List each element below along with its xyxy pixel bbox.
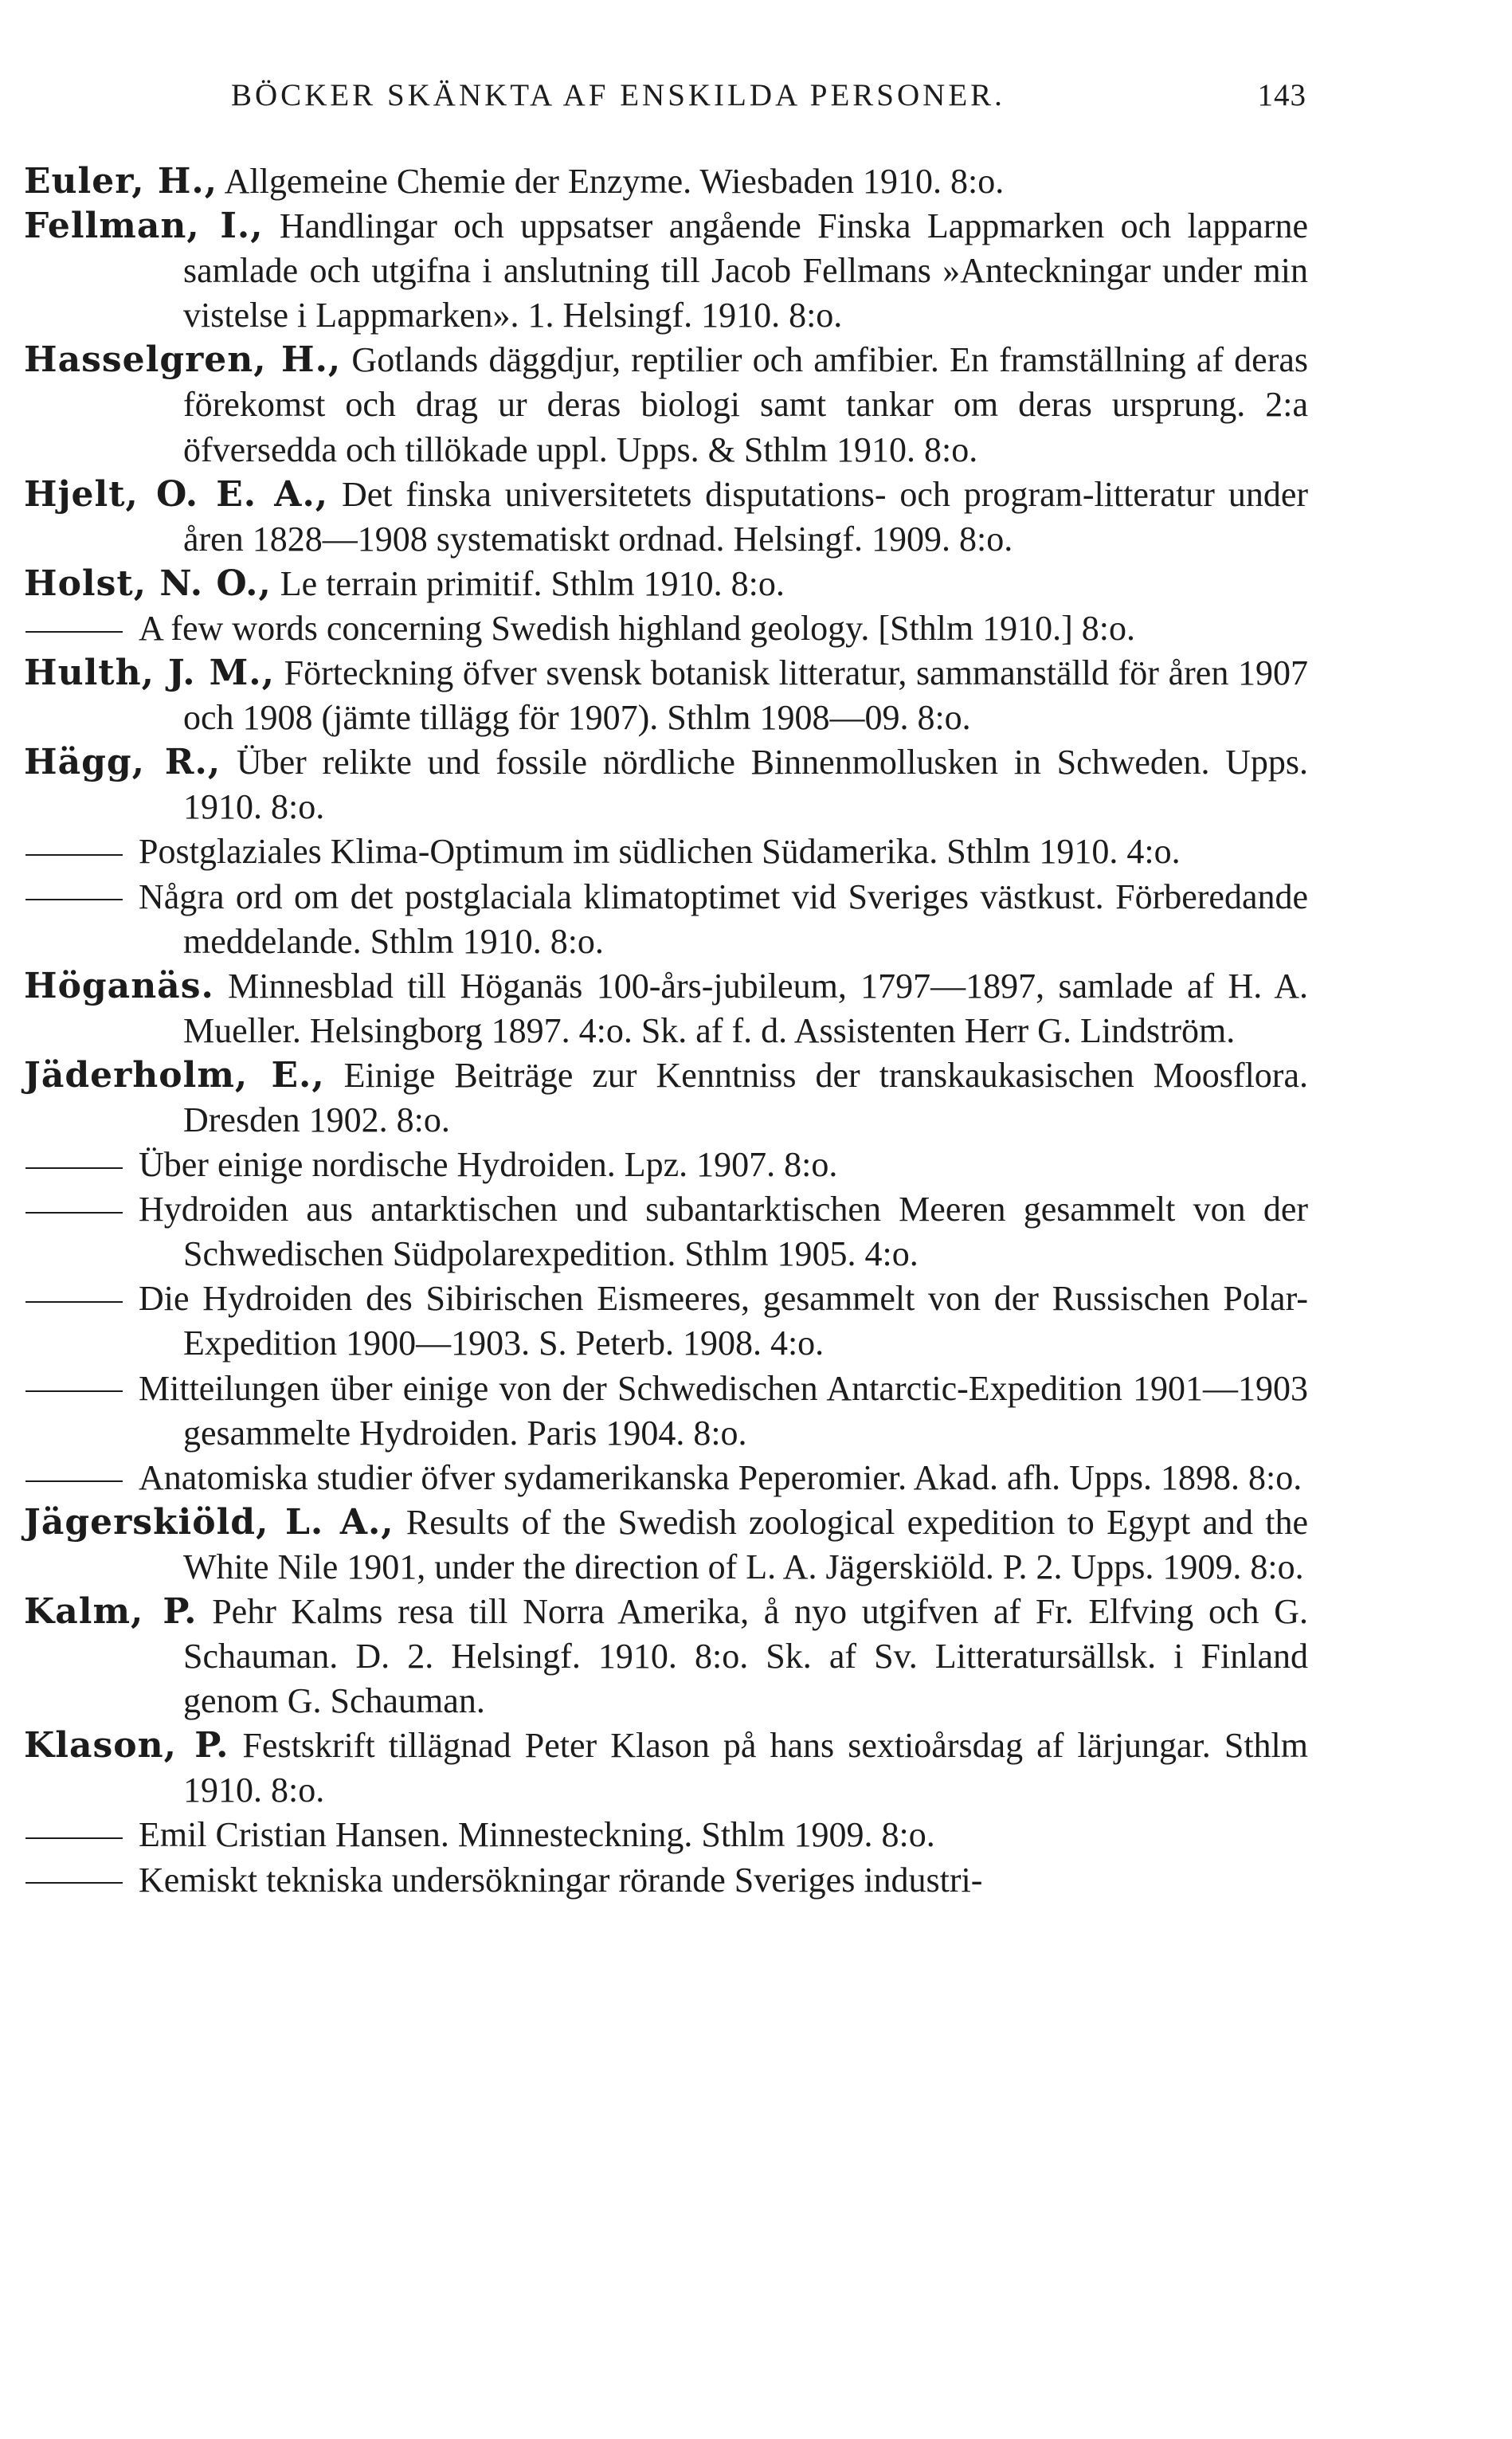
entry-author: Hulth, J. M., [24,653,275,694]
entry-text: A few words concerning Swedish highland geology. [Sthlm 1910.] 8:o. [139,608,1135,648]
ditto-dash [25,1212,123,1214]
entry-text: Mitteilungen über einige von der Schwedischen Antarctic-Expedition 1901—1903 gesammelte Hydroiden. Paris 1904. 8:o. [139,1368,1308,1453]
entry-text: Le terrain primitif. Sthlm 1910. 8:o. [280,563,785,603]
bibliography-entry-continuation [24,1813,1308,1857]
entry-text: Results of the Swedish zoological expedition to Egypt and the White Nile 1901, under the direction of L. A. Jägerskiöld. P. 2. Upps. 1909. 8:o. [183,1502,1308,1586]
entry-author: Hasselgren, H., [24,339,342,381]
entry-text: Minnesblad till Höganäs 100-års-jubileum, 1797—1897, samlade af H. A. Mueller. Helsingborg 1897. 4:o. Sk. af f. d. Assistenten Herr G. Lindström. [183,966,1308,1050]
ditto-dash [25,1882,123,1884]
entry-author: Hägg, R., [24,742,221,783]
entry-text: Handlingar och uppsatser angående Finska Lappmarken och lapparne samlade och utgifna i anslutning till Jacob Fellmans »Anteckningar under min vistelse i Lappmarken». 1. Helsingf. 1910. 8:o. [183,206,1308,335]
ditto-dash [25,1167,123,1169]
entry-author: Klason, P. [24,1725,229,1767]
bibliography-entry [24,562,1308,606]
entry-text: Pehr Kalms resa till Norra Amerika, å nyo utgifven af Fr. Elfving och G. Schauman. D. 2. Helsingf. 1910. 8:o. Sk. af Sv. Litteratursällsk. i Finland genom G. Schauman. [183,1592,1309,1721]
entry-text: Några ord om det postglaciala klimatoptimet vid Sveriges västkust. Förberedande meddelande. Sthlm 1910. 8:o. [139,876,1308,961]
entry-text: Allgemeine Chemie der Enzyme. Wiesbaden 1910. 8:o. [224,162,1005,201]
bibliography-entry [24,1723,1308,1813]
ditto-dash [25,1480,123,1482]
ditto-dash [25,1301,123,1303]
ditto-dash [25,854,123,856]
entry-author: Euler, H., [24,161,218,202]
bibliography-entry-continuation [24,1276,1308,1366]
entry-author: Höganäs. [24,965,214,1006]
entry-text: Emil Cristian Hansen. Minnesteckning. Sthlm 1909. 8:o. [139,1815,935,1855]
entry-text: Postglaziales Klima-Optimum im südlichen Südamerika. Sthlm 1910. 4:o. [139,832,1181,872]
running-title: BÖCKER SKÄNKTA AF ENSKILDA PERSONER. [231,78,1005,112]
bibliography-entry [24,473,1308,562]
bibliography-entry [24,338,1308,472]
entry-text: Anatomiska studier öfver sydamerikanska Peperomier. Akad. afh. Upps. 1898. 8:o. [139,1457,1302,1497]
bibliography-entry-continuation [24,606,1308,651]
entry-text: Einige Beiträge zur Kenntniss der transkaukasischen Moosflora. Dresden 1902. 8:o. [183,1055,1308,1139]
bibliography-entry-continuation [24,1456,1308,1500]
bibliography-list [24,159,1308,1903]
bibliography-entry-continuation [24,1367,1308,1456]
bibliography-entry-continuation [24,1143,1308,1187]
page-number: 143 [1257,78,1306,112]
bibliography-entry [24,651,1308,740]
entry-text: Hydroiden aus antarktischen und subantarktischen Meeren gesammelt von der Schwedischen Südpolarexpedition. Sthlm 1905. 4:o. [139,1190,1308,1274]
bibliography-entry [24,1500,1308,1590]
entry-text: Gotlands däggdjur, reptilier och amfibier. En framställning af deras förekomst och drag ur deras biologi samt tankar om deras ursprung. 2:a öfversedda och tillökade uppl. Upps. & Sthlm 1910. 8:o. [183,340,1308,469]
entry-author: Kalm, P. [24,1591,198,1632]
entry-author: Holst, N. O., [24,563,272,604]
ditto-dash [25,1390,123,1392]
ditto-dash [25,899,123,900]
entry-text: Det finska universitetets disputations- och program-litteratur under åren 1828—1908 systematiskt ordnad. Helsingf. 1909. 8:o. [183,474,1308,559]
ditto-dash [25,1837,123,1839]
entry-text: Über relikte und fossile nördliche Binnenmollusken in Schweden. Upps. 1910. 8:o. [183,743,1309,827]
entry-text: Die Hydroiden des Sibirischen Eismeeres, gesammelt von der Russischen Polar-Expedition 1900—1903. S. Peterb. 1908. 4:o. [139,1279,1308,1363]
bibliography-entry [24,159,1308,204]
bibliography-entry [24,1590,1308,1723]
bibliography-entry [24,740,1308,829]
bibliography-entry-continuation [24,829,1308,874]
bibliography-entry-continuation [24,1187,1308,1276]
ditto-dash [25,631,123,633]
bibliography-entry [24,964,1308,1053]
entry-author: Jägerskiöld, L. A., [24,1501,394,1543]
entry-text: Festskrift tillägnad Peter Klason på hans sextioårsdag af lärjungar. Sthlm 1910. 8:o. [183,1726,1308,1810]
entry-text: Förteckning öfver svensk botanisk litteratur, sammanställd för åren 1907 och 1908 (jämte tillägg för 1907). Sthlm 1908—09. 8:o. [183,653,1309,738]
entry-author: Fellman, I., [24,206,264,247]
bibliography-entry [24,1053,1308,1143]
bibliography-entry [24,204,1308,338]
entry-text: Kemiskt tekniska undersökningar rörande Sveriges industri- [139,1860,983,1900]
entry-author: Jäderholm, E., [24,1054,325,1096]
entry-text: Über einige nordische Hydroiden. Lpz. 1907. 8:o. [139,1145,838,1185]
entry-author: Hjelt, O. E. A., [24,473,329,515]
bibliography-entry-continuation [24,875,1308,964]
bibliography-entry-continuation [24,1858,1308,1903]
